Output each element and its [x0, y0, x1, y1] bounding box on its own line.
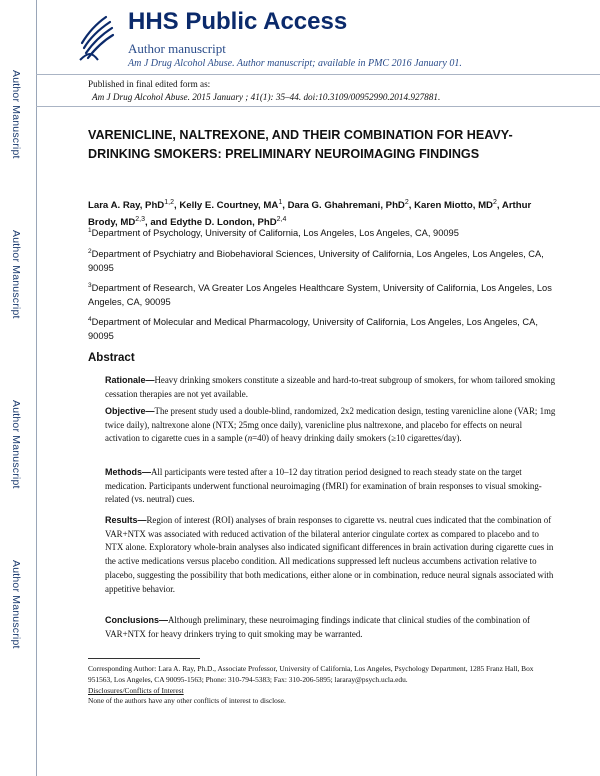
author: Lara A. Ray, PhD$^{1,2}$,: [88, 199, 180, 212]
footnote-rule: [88, 658, 200, 659]
abstract-rationale: Rationale—Heavy drinking smokers constitute a sizeable and hard-to-treat subgroup of smokers, for whom tailored smoking cessation therapies are not yet available.: [105, 375, 556, 399]
hhs-eagle-logo-icon: [76, 8, 116, 64]
author: Karen Miotto, $MD^2$,: [414, 199, 502, 212]
author: Dara G. Ghahremani, PhD$^2$,: [287, 199, 415, 212]
article-title: VARENICLINE, NALTREXONE, AND THEIR COMBINATION FOR HEAVY-DRINKING SMOKERS: PRELIMINARY NEUROIMAGING FINDINGS: [88, 128, 513, 161]
affiliation: $^2$Department of Psychiatry and Biobehavioral Sciences, University of California, Los Angeles, Los Angeles, CA, 90095: [88, 248, 544, 274]
author: Kelly E. Courtney, $MA^1$,: [179, 199, 288, 212]
banner-citation: Am J Drug Alcohol Abuse. Author manuscript; available in PMC 2016 January 01.: [128, 58, 462, 69]
banner-title: HHS Public Access: [128, 8, 348, 35]
header-divider: [36, 106, 600, 107]
banner-subtitle: Author manuscript: [128, 41, 226, 56]
author: Arthur Brody, MD$^{2,3}$, and: [88, 200, 532, 229]
margin-label: Author Manuscript: [10, 400, 22, 489]
disclosures-text: None of the authors have any other conflicts of interest to disclose.: [88, 696, 286, 705]
affiliation: $^1$Department of Psychology, University of California, Los Angeles, Los Angeles, CA, 90095: [88, 227, 459, 239]
margin-label: Author Manuscript: [10, 230, 22, 319]
published-citation: Am J Drug Alcohol Abuse. 2015 January ; 41(1): 35–44. doi:10.3109/00952990.2014.927881.: [92, 92, 441, 102]
abstract-objective: Objective—The present study used a double-blind, randomized, 2x2 medication design, testing varenicline alone (VAR; 1mg twice daily), naltrexone alone (NTX; 25mg once daily), varenicline plus naltrexone, and placebo for effects on neural activation to cigarette cues in a sample (n=40) of heavy drinking daily smokers (≥10 cigarettes/day).: [105, 406, 556, 444]
abstract-methods: Methods—All participants were tested after a 10–12 day titration period designed to reach steady state on the target medication. Participants underwent functional neuroimaging (fMRI) for examination of brain responses to visual smoking-related (vs. neutral) cues.: [105, 467, 542, 505]
abstract-heading: Abstract: [88, 352, 135, 364]
margin-rule: [36, 0, 37, 776]
abstract-results: Results—Region of interest (ROI) analyses of brain responses to cigarette vs. neutral cues indicated that the combination of VAR+NTX was associated with reduced activation of the bilateral anterior cingulate cortex as compared to placebo and to NTX alone. Exploratory whole-brain analyses also indicated significant differences in brain activation during cigarette cues in the active medications versus placebo condition. All medications suppressed left nucleus accumbens activation relative to placebo, suggesting the possibility that both medications, either alone or in combination, reduce neural signals associated with appetitive behavior.: [105, 515, 554, 594]
corresponding-author-note: Corresponding Author: Lara A. Ray, Ph.D., Associate Professor, University of California, Los Angeles, Psychology Department, 1285 Franz Hall, Box 951563, Los Angeles, CA 90095-1563; Phone: 310-794-5383; Fax: 310-206-5895; lararay@psych.ucla.edu.: [88, 664, 534, 684]
author: Edythe D. London, PhD$^{2,4}$: [170, 216, 287, 229]
affiliation: $^4$Department of Molecular and Medical Pharmacology, University of California, Los Angeles, Los Angeles, CA, 90095: [88, 316, 538, 342]
published-in-label: Published in final edited form as:: [88, 79, 211, 89]
affiliation: $^3$Department of Research, VA Greater Los Angeles Healthcare System, University of California, Los Angeles, Los Angeles, CA, 90095: [88, 282, 552, 308]
margin-label: Author Manuscript: [10, 560, 22, 649]
banner-divider: [36, 74, 600, 75]
margin-label: Author Manuscript: [10, 70, 22, 159]
disclosures-heading: Disclosures/Conflicts of Interest: [88, 686, 184, 695]
abstract-conclusions: Conclusions—Although preliminary, these neuroimaging findings indicate that clinical studies of the combination of VAR+NTX for heavy drinkers trying to quit smoking may be warranted.: [105, 615, 530, 639]
